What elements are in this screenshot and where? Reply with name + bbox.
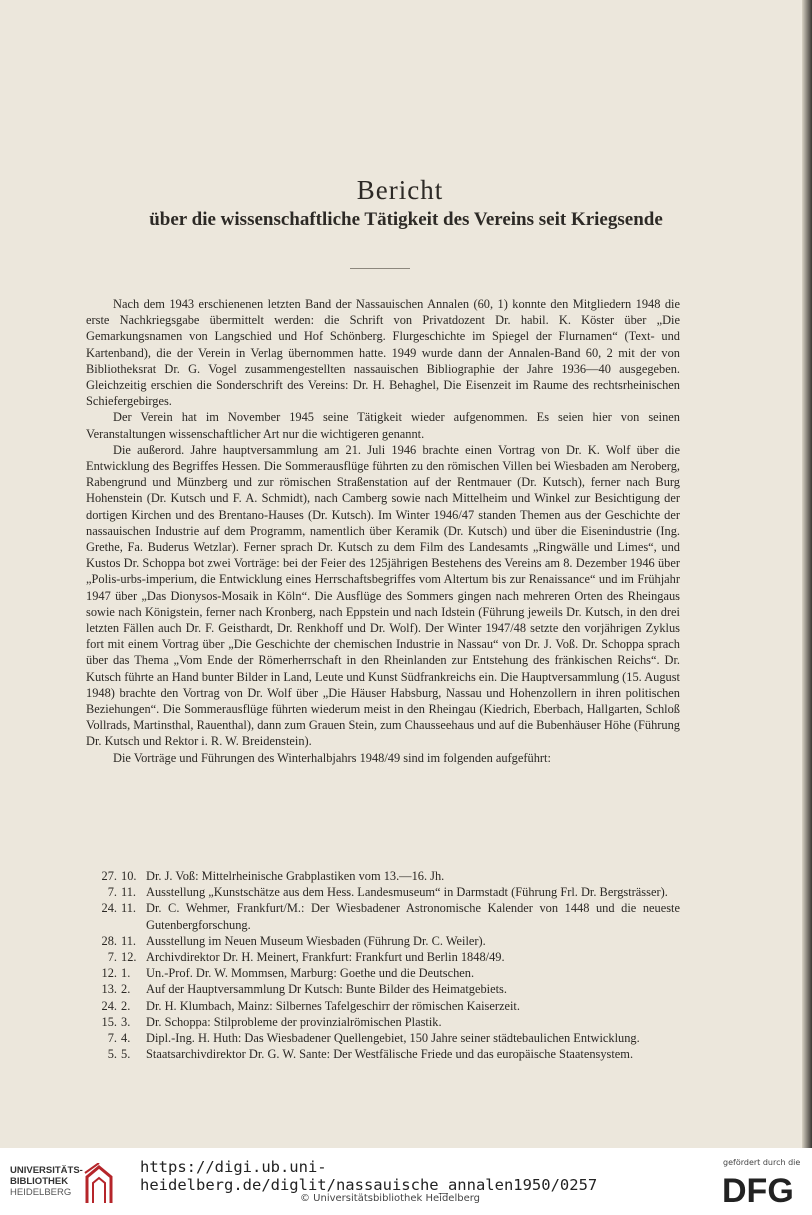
library-logo-text[interactable] bbox=[10, 1165, 82, 1198]
lecture-text: Dr. C. Wehmer, Frankfurt/M.: Der Wiesbadener Astronomische Kalender von 1448 und die neueste Gutenbergforschung. bbox=[146, 901, 680, 932]
lecture-month: 10. bbox=[121, 869, 137, 883]
copyright-notice: © Universitätsbibliothek Heidelberg bbox=[300, 1193, 481, 1204]
lecture-text: Dr. J. Voß: Mittelrheinische Grabplastiken vom 13.—16. Jh. bbox=[146, 869, 445, 883]
lecture-day: 5. bbox=[107, 1047, 117, 1062]
paragraph: Die Vorträge und Führungen des Winterhalbjahrs 1948/49 sind im folgenden aufgeführt: bbox=[113, 750, 551, 765]
lecture-text: Ausstellung „Kunstschätze aus dem Hess. Landesmuseum“ in Darmstadt (Führung Frl. Dr. Bergsträsser). bbox=[146, 885, 668, 900]
dfg-logo-text: DFG bbox=[722, 1172, 794, 1208]
list-item bbox=[86, 884, 680, 900]
lecture-month: 1. bbox=[121, 966, 131, 981]
list-item bbox=[86, 1014, 680, 1030]
list-item bbox=[86, 900, 680, 932]
list-item bbox=[86, 949, 680, 965]
list-item bbox=[86, 965, 680, 981]
lecture-month: 11. bbox=[121, 901, 137, 916]
lecture-day: 15. bbox=[101, 1014, 117, 1029]
list-item bbox=[86, 981, 680, 997]
lecture-month: 2. bbox=[121, 998, 131, 1013]
lecture-month: 11. bbox=[121, 933, 137, 948]
lecture-text: Dipl.-Ing. H. Huth: Das Wiesbadener Quellengebiet, 150 Jahre seiner städtebaulichen Entwicklung. bbox=[146, 1031, 640, 1046]
title-divider bbox=[350, 268, 410, 269]
lecture-day: 13. bbox=[101, 982, 117, 997]
library-name-line: BIBLIOTHEK bbox=[10, 1176, 69, 1187]
paragraph: Nach dem 1943 erschienenen letzten Band der Nassauischen Annalen (60, 1) konnte den Mitgliedern 1948 die erste Nachkriegsgabe übermittelt werden: die Schrift von Privatdozent Dr. habil. K. Köster über „Die Gemarkungsnamen von Langschied und Hof Schönberg. Flurgeschichte im Spiegel der Flurnamen“ (Text- und Kartenband), die der Verein in Verlag übernommen hatte. 1949 wurde dann der Annalen-Band 60, 2 mit der von Bibliotheksrat Dr. G. Vogel zusammengestellten nassauischen Bibliographie der Jahre 1936—40 ausgegeben. Gleichzeitig erschien die Sonderschrift des Vereins: Dr. H. Behaghel, Die Eisenzeit im Raume des rechtsrheinischen Schiefergebirges. bbox=[86, 297, 680, 409]
library-name-line: HEIDELBERG bbox=[10, 1187, 72, 1198]
lecture-month: 3. bbox=[121, 1014, 131, 1029]
lecture-month: 5. bbox=[121, 1047, 131, 1062]
lecture-day: 24. bbox=[101, 998, 117, 1013]
lecture-text: Dr. H. Klumbach, Mainz: Silbernes Tafelgeschirr der römischen Kaiserzeit. bbox=[146, 998, 520, 1013]
viewer-footer bbox=[0, 1148, 812, 1215]
library-name-line: UNIVERSITÄTS- bbox=[10, 1165, 83, 1176]
lecture-month: 2. bbox=[121, 982, 131, 997]
lecture-day: 12. bbox=[101, 966, 117, 981]
list-item bbox=[86, 1046, 680, 1062]
lecture-day: 7. bbox=[107, 1031, 117, 1046]
page-title: Bericht bbox=[356, 175, 444, 205]
lecture-month: 11. bbox=[121, 885, 137, 900]
lecture-day: 24. bbox=[101, 901, 117, 916]
permalink-url[interactable]: https://digi.ub.uni-heidelberg.de/diglit/nassauische_annalen1950/0257 bbox=[140, 1158, 598, 1194]
heidelberg-library-icon bbox=[83, 1163, 115, 1205]
dfg-logo-icon[interactable] bbox=[720, 1168, 804, 1208]
lecture-day: 27. bbox=[101, 869, 117, 883]
paragraph: Die außerord. Jahre hauptversammlung am 21. Juli 1946 brachte einen Vortrag von Dr. K. Wolf über die Entwicklung des Begriffes Hessen. Die Sommerausflüge führten zu den römischen Villen bei Wiesbaden am Neroberg, Rabengrund und Münzberg und zur römischen Straßenstation auf der Rentmauer (Dr. Kutsch), ferner nach Burg Hohenstein (Dr. Kutsch und F. A. Schmidt), nach Camberg sowie nach Mittelheim und Winkel zur Besichtigung der dortigen Kirchen und des Brentano-Hauses (Dr. Kutsch). Im Winter 1946/47 standen Themen aus der Geschichte der nassauischen Industrie auf dem Programm, namentlich über Keramik (Dr. Kutsch) und über die Eisenindustrie (Ing. Grethe, Fa. Buderus Wetzlar). Ferner sprach Dr. Kutsch zu dem Film des Landesamts „Ringwälle und Limes“, und Kustos Dr. Schoppa bot zwei Vorträge: bei der Feier des 125jährigen Bestehens des Vereins am 8. Dezember 1946 über „Polis-urbs-imperium, die Entwicklung eines Herrschaftsbegriffes vom Altertum bis zur Renaissance“ und im Frühjahr 1947 über „Das Dionysos-Mosaik in Köln“. Die Ausflüge des Sommers gingen nach mehreren Orten des Rheingaus sowie nach Königstein, ferner nach Kronberg, nach Eppstein und nach Idstein (Führung jeweils Dr. Kutsch, in den drei letzten Fällen auch Dr. F. Geisthardt, Dr. Renkhoff und Dr. Wolf). Der Winter 1947/48 setzte den vorjährigen Zyklus fort mit einem Vortrag über „Die Geschichte der chemischen Industrie in Nassau“ von Dr. J. Voß. Dr. Schoppa sprach über das Thema „Vom Ende der Römerherrschaft in den Rheinlanden zur Entstehung des fränkischen Reichs“. Dr. Kutsch führte an Hand bunter Bilder in Land, Leute und Kunst Südfrankreichs ein. Die Hauptversammlung (15. August 1948) brachte den Vortrag von Dr. Wolf über „Die Häuser Habsburg, Nassau und Hohenzollern in ihren politischen Beziehungen“. Die Sommerausflüge führten wiederum meist in den Rheingau (Kiedrich, Eberbach, Hallgarten, Schloß Vollrads, Martinsthal, Rauenthal), dann zum Grauen Stein, zum Chausseehaus und auf die Bubenhäuser Höhe (Führung Dr. Kutsch und Rektor i. R. W. Breidenstein). bbox=[86, 442, 680, 749]
list-item bbox=[86, 1030, 680, 1046]
page-subtitle: über die wissenschaftliche Tätigkeit des Vereins seit Kriegsende bbox=[149, 209, 663, 230]
lecture-text: Staatsarchivdirektor Dr. G. W. Sante: Der Westfälische Friede und das europäische Staatensystem. bbox=[146, 1047, 634, 1062]
lecture-text: Un.-Prof. Dr. W. Mommsen, Marburg: Goethe und die Deutschen. bbox=[146, 966, 475, 981]
lecture-month: 12. bbox=[121, 950, 137, 965]
list-item bbox=[86, 868, 680, 884]
lecture-text: Ausstellung im Neuen Museum Wiesbaden (Führung Dr. C. Weiler). bbox=[146, 933, 486, 948]
report-body bbox=[86, 296, 680, 766]
list-item bbox=[86, 998, 680, 1014]
lecture-text: Auf der Hauptversammlung Dr Kutsch: Bunte Bilder des Heimatgebiets. bbox=[146, 982, 507, 997]
paragraph: Der Verein hat im November 1945 seine Tätigkeit wieder aufgenommen. Es seien hier von seinen Veranstaltungen wissenschaftlicher Art nur die wichtigeren genannt. bbox=[86, 410, 680, 441]
lecture-text: Dr. Schoppa: Stilprobleme der provinzialrömischen Plastik. bbox=[146, 1014, 442, 1029]
list-item bbox=[86, 933, 680, 949]
lecture-list bbox=[86, 868, 680, 1062]
lecture-day: 28. bbox=[101, 933, 117, 948]
lecture-text: Archivdirektor Dr. H. Meinert, Frankfurt: Frankfurt und Berlin 1848/49. bbox=[146, 950, 505, 965]
lecture-month: 4. bbox=[121, 1031, 131, 1046]
funded-by-label: gefördert durch die bbox=[723, 1158, 801, 1167]
lecture-day: 7. bbox=[107, 885, 117, 900]
lecture-day: 7. bbox=[107, 950, 117, 965]
